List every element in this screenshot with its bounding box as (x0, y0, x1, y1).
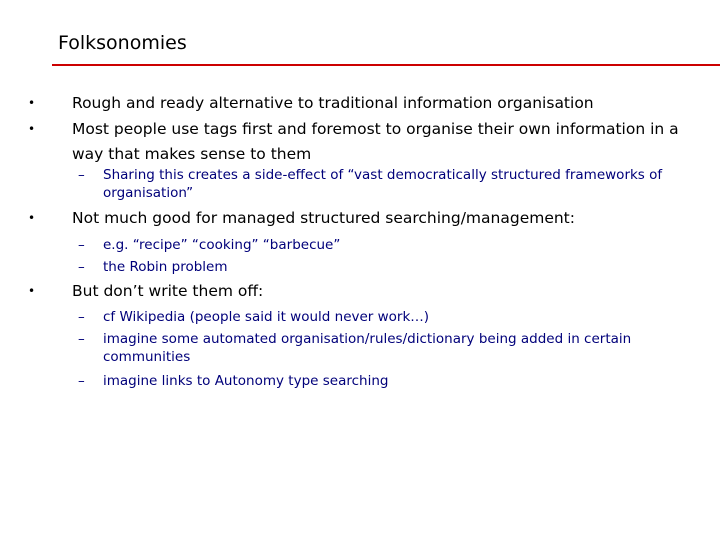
sub-bullet-autonomy: – imagine links to Autonomy type searching (103, 372, 693, 390)
sub-bullet-robin: – the Robin problem (103, 258, 693, 276)
sub-bullet-sharing: – Sharing this creates a side-effect of “vast democratically structured frameworks of organisation” (103, 166, 693, 202)
bullet-not-much-good: • Not much good for managed structured searching/management: (72, 206, 682, 231)
sub-bullet-wikipedia: – cf Wikipedia (people said it would never work…) (103, 308, 693, 326)
slide-title: Folksonomies (58, 32, 187, 54)
sub-bullet-recipe: – e.g. “recipe” “cooking” “barbecue” (103, 236, 693, 254)
bullet-use-tags: • Most people use tags first and foremost to organise their own information in a way that makes sense to them (72, 117, 682, 167)
bullet-rough-and-ready: • Rough and ready alternative to traditional information organisation (72, 91, 682, 116)
sub-bullet-automated: – imagine some automated organisation/rules/dictionary being added in certain communities (103, 330, 693, 366)
bullet-dont-write-off: • But don’t write them off: (72, 279, 682, 304)
